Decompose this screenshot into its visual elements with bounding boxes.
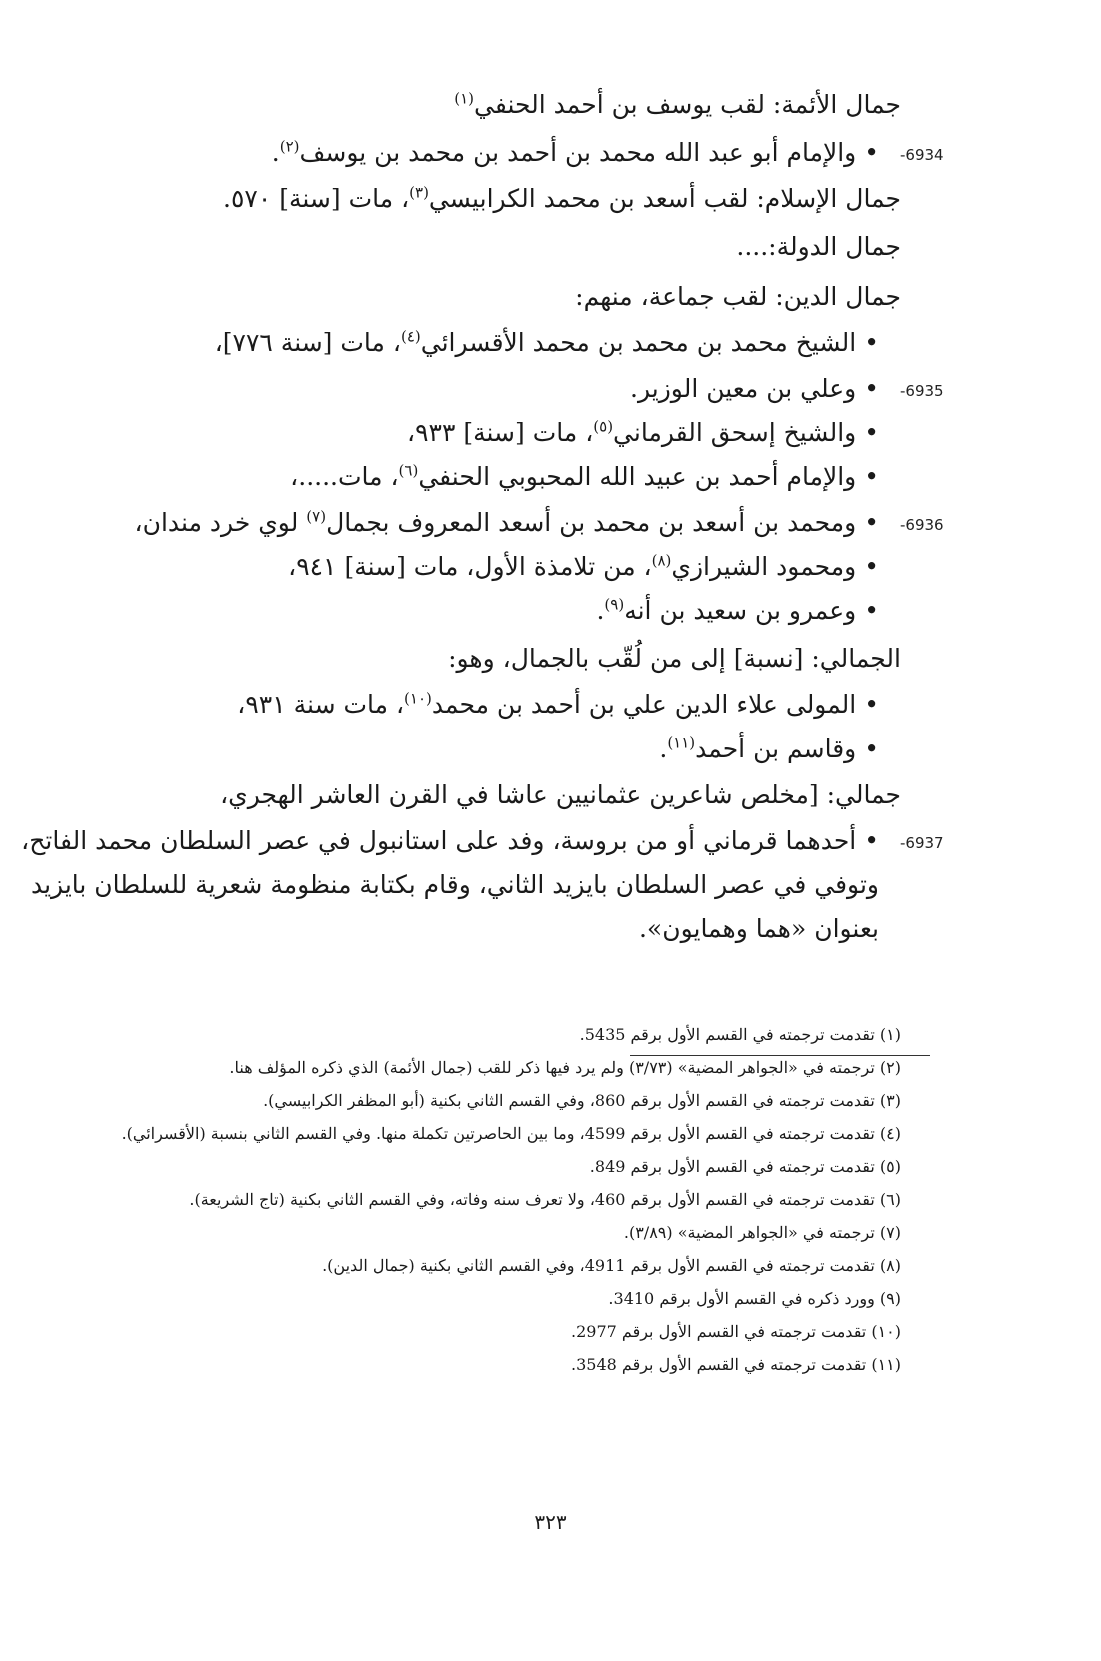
footnote: (٣) تقدمت ترجمته في القسم الأول برقم 860، وفي القسم الثاني بكنية (أبو المظفر الكرابيسي). <box>263 1091 901 1110</box>
list-item: •المولى علاء الدين علي بن أحمد بن محمد$^{(١٠)}$، مات سنة ٩٣١، <box>237 689 879 719</box>
list-item: •والإمام أبو عبد الله محمد بن أحمد بن محمد بن يوسف$^{(٢)}$. <box>271 137 879 167</box>
footnote: (٤) تقدمت ترجمته في القسم الأول برقم 4599، وما بين الحاصرتين تكملة منها. وفي القسم الثاني بنسبة (الأقسرائي). <box>121 1124 901 1143</box>
list-item: •أحدهما قرماني أو من بروسة، وفد على استانبول في عصر السلطان محمد الفاتح، <box>21 826 879 855</box>
list-item: •والإمام أحمد بن عبيد الله المحبوبي الحنفي$^{(٦)}$، مات.....، <box>290 461 879 491</box>
entry-jamali: جمالي: [مخلص شاعرين عثمانيين عاشا في القرن العاشر الهجري، <box>220 780 901 809</box>
footnote: (٢) ترجمته في «الجواهر المضية» (٣/٧٣) ولم يرد فيها ذكر للقب (جمال الأئمة) الذي ذكره المؤلف هنا. <box>229 1058 901 1077</box>
footnote: (٨) تقدمت ترجمته في القسم الأول برقم 4911، وفي القسم الثاني بكنية (جمال الدين). <box>322 1256 901 1275</box>
entry-jamal-al-din: جمال الدين: لقب جماعة، منهم: <box>575 282 901 311</box>
entry-number: -6935 <box>900 382 944 400</box>
footnote-separator <box>630 1055 930 1056</box>
list-item: •وعلي بن معين الوزير. <box>630 374 879 403</box>
footnote: (١٠) تقدمت ترجمته في القسم الأول برقم 2977. <box>571 1322 901 1341</box>
entry-jamal-al-islam: جمال الإسلام: لقب أسعد بن محمد الكرابيسي$^{(٣)}$، مات [سنة] ٥٧٠. <box>223 183 901 213</box>
list-item: •ومحمود الشيرازي$^{(٨)}$، من تلامذة الأول، مات [سنة] ٩٤١، <box>288 551 879 581</box>
footnote: (١١) تقدمت ترجمته في القسم الأول برقم 3548. <box>571 1355 901 1374</box>
list-item: •والشيخ إسحق القرماني$^{(٥)}$، مات [سنة] ٩٣٣، <box>407 417 879 447</box>
list-item-continuation: وتوفي في عصر السلطان بايزيد الثاني، وقام بكتابة منظومة شعرية للسلطان بايزيد <box>30 870 879 899</box>
footnote: (٩) وورد ذكره في القسم الأول برقم 3410. <box>608 1289 901 1308</box>
list-item: •وقاسم بن أحمد$^{(١١)}$. <box>659 733 879 763</box>
footnote: (١) تقدمت ترجمته في القسم الأول برقم 5435. <box>579 1025 901 1044</box>
entry-number: -6936 <box>900 516 944 534</box>
page-number: ٣٢٣ <box>534 1510 567 1534</box>
entry-number: -6937 <box>900 834 944 852</box>
entry-number: -6934 <box>900 146 944 164</box>
list-item: •ومحمد بن أسعد بن محمد بن أسعد المعروف بجمال$^{(٧)}$ لوي خرد مندان، <box>134 507 879 537</box>
entry-al-jamali: الجمالي: [نسبة] إلى من لُقّب بالجمال، وهو: <box>448 644 901 673</box>
list-item: •الشيخ محمد بن محمد بن محمد الأقسرائي$^{(٤)}$، مات [سنة ٧٧٦]، <box>214 327 879 357</box>
footnote: (٧) ترجمته في «الجواهر المضية» (٣/٨٩). <box>623 1223 901 1242</box>
entry-jamal-al-dawla: جمال الدولة:.... <box>736 232 901 261</box>
list-item-continuation: بعنوان «هما وهمايون». <box>638 914 879 943</box>
footnote: (٦) تقدمت ترجمته في القسم الأول برقم 460، ولا تعرف سنه وفاته، وفي القسم الثاني بكنية (تاج الشريعة). <box>189 1190 901 1209</box>
entry-jamal-al-aimma: جمال الأئمة: لقب يوسف بن أحمد الحنفي$^{(١)}$ <box>454 89 901 119</box>
footnote: (٥) تقدمت ترجمته في القسم الأول برقم 849. <box>589 1157 901 1176</box>
list-item: •وعمرو بن سعيد بن أنه$^{(٩)}$. <box>596 595 879 625</box>
